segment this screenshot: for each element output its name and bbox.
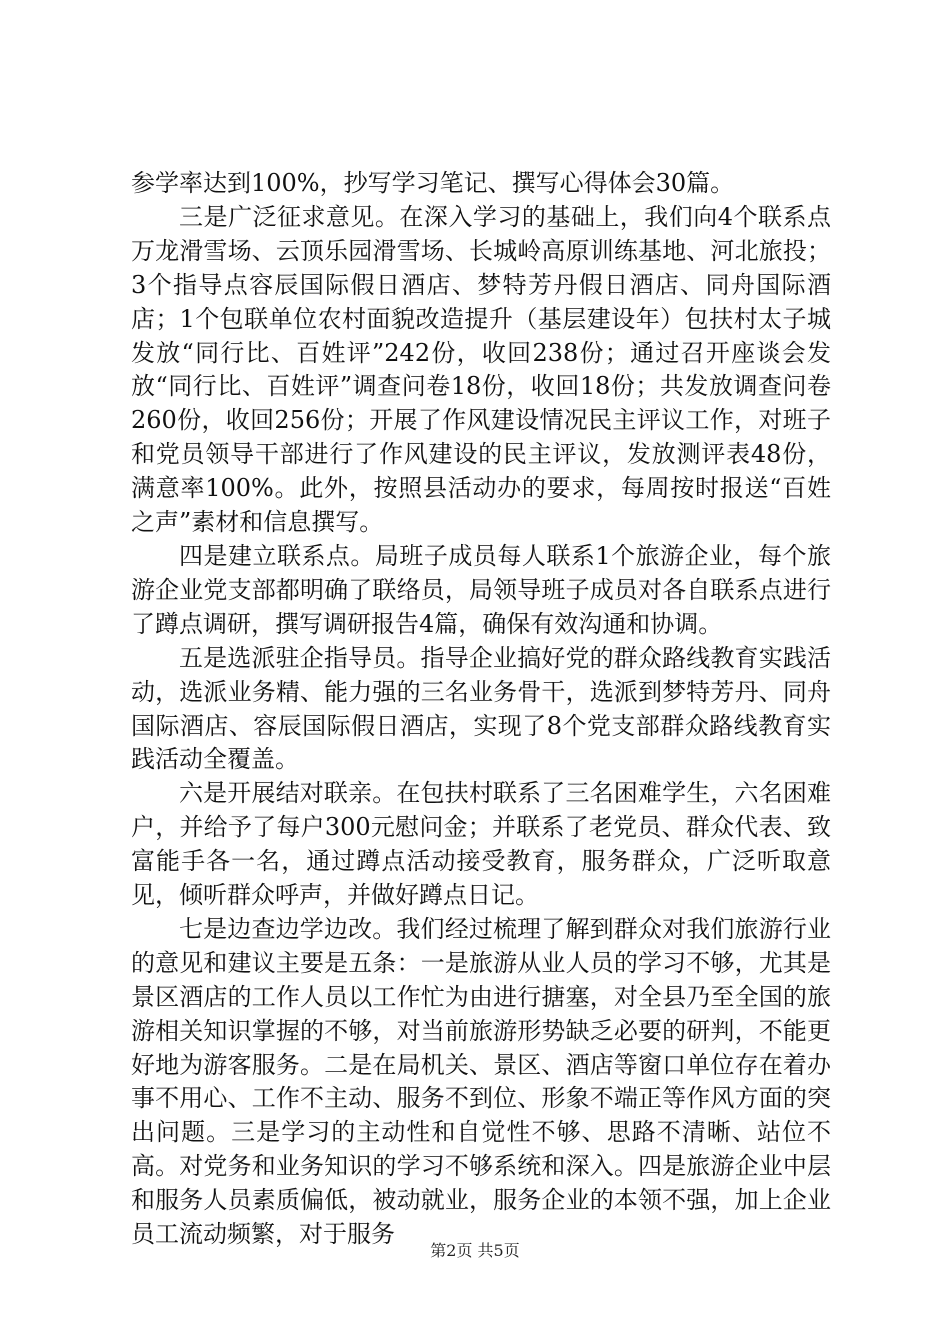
paragraph-dispatch-instructors: 五是选派驻企指导员。指导企业搞好党的群众路线教育实践活动，选派业务精、能力强的三名业务骨干，选派到梦特芳丹、同舟国际酒店、容辰国际假日酒店，实现了8个党支部群众路线教育实践活动全覆盖。 <box>131 643 831 774</box>
paragraph-pairing-assistance: 六是开展结对联亲。在包扶村联系了三名困难学生，六名困难户，并给予了每户300元慰问金；并联系了老党员、群众代表、致富能手各一名，通过蹲点活动接受教育，服务群众，广泛听取意见，倾听群众呼声，并做好蹲点日记。 <box>131 779 831 910</box>
paragraph-solicit-opinions: 三是广泛征求意见。在深入学习的基础上，我们向4个联系点万龙滑雪场、云顶乐园滑雪场、长城岭高原训练基地、河北旅投；3个指导点容辰国际假日酒店、梦特芳丹假日酒店、同舟国际酒店；1个包联单位农村面貌改造提升（基层建设年）包扶村太子城发放“同行比、百姓评”242份，收回238份；通过召开座谈会发放“同行比、百姓评”调查问卷18份，收回18份；共发放调查问卷260份，收回256份；开展了作风建设情况民主评议工作，对班子和党员领导干部进行了作风建设的民主评议，发放测评表48份，满意率100%。此外，按照县活动办的要求，每周按时报送“百姓之声”素材和信息撰写。 <box>131 202 831 537</box>
page-footer <box>0 1241 950 1261</box>
paragraph-contact-points: 四是建立联系点。局班子成员每人联系1个旅游企业，每个旅游企业党支部都明确了联络员，局领导班子成员对各自联系点进行了蹲点调研，撰写调研报告4篇，确保有效沟通和协调。 <box>131 541 831 638</box>
paragraph-continuation: 参学率达到100%，抄写学习笔记、撰写心得体会30篇。 <box>131 169 735 197</box>
page-number-label: 第2页 共5页 <box>430 1241 520 1260</box>
document-body <box>131 167 831 1252</box>
paragraph-check-learn-improve: 七是边查边学边改。我们经过梳理了解到群众对我们旅游行业的意见和建议主要是五条：一是旅游从业人员的学习不够，尤其是景区酒店的工作人员以工作忙为由进行搪塞，对全县乃至全国的旅游相关知识掌握的不够，对当前旅游形势缺乏必要的研判，不能更好地为游客服务。二是在局机关、景区、酒店等窗口单位存在着办事不用心、工作不主动、服务不到位、形象不端正等作风方面的突出问题。三是学习的主动性和自觉性不够、思路不清晰、站位不高。对党务和业务知识的学习不够系统和深入。四是旅游企业中层和服务人员素质偏低，被动就业，服务企业的本领不强，加上企业员工流动频繁，对于服务 <box>131 914 831 1249</box>
